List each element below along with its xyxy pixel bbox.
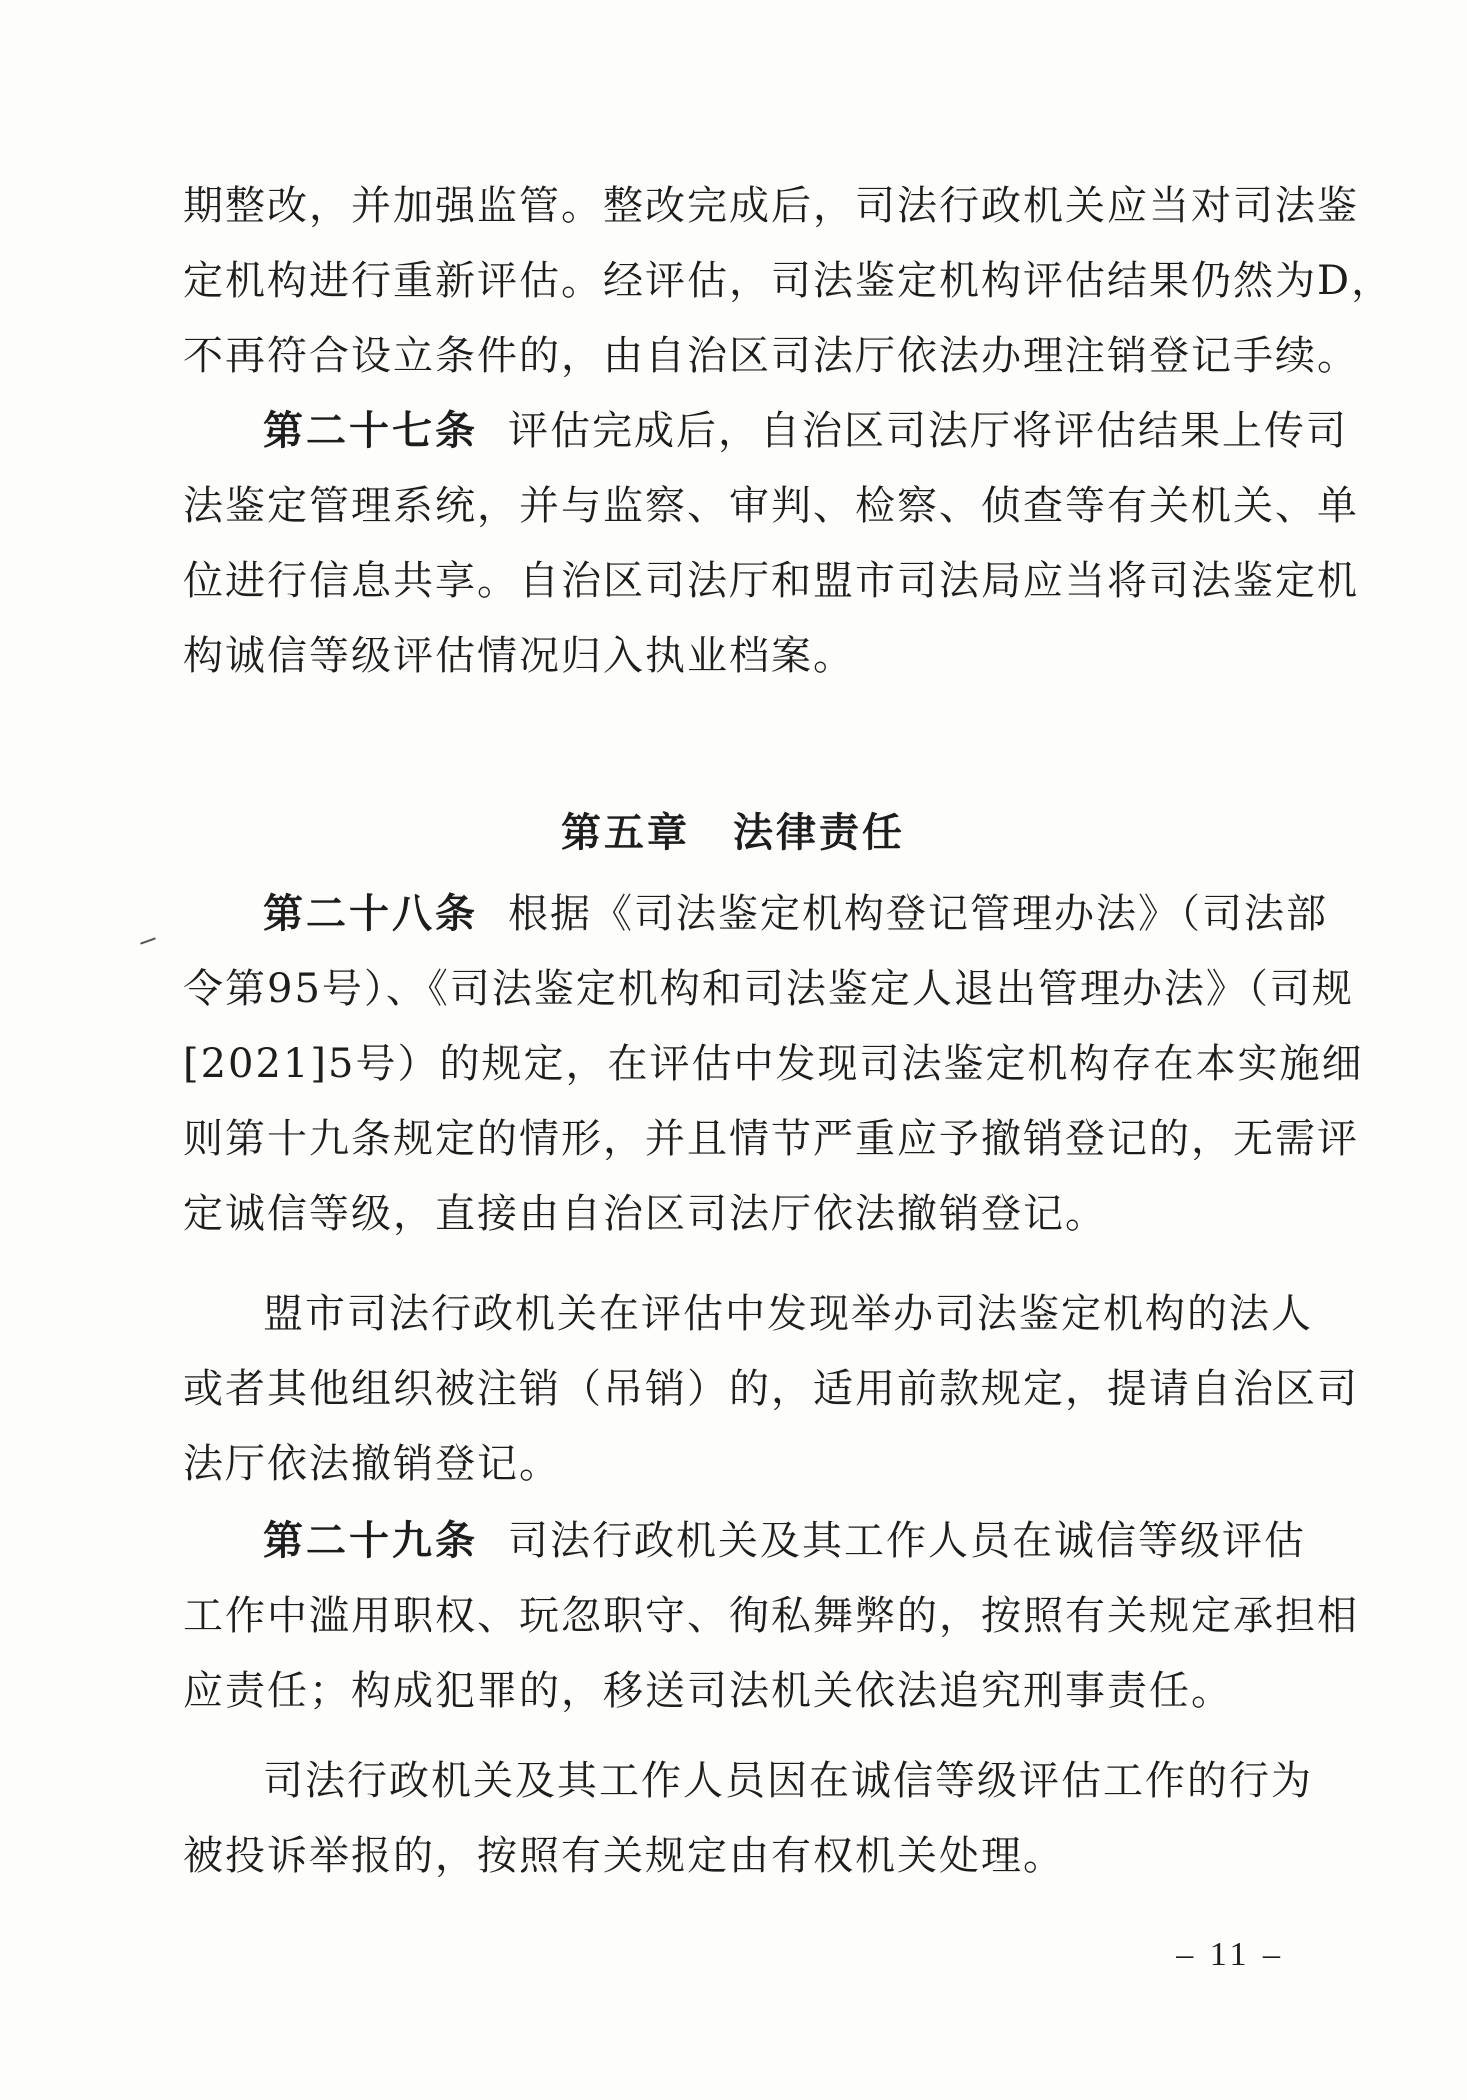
article-28-first-text: 根据《司法鉴定机构登记管理办法》（司法部 bbox=[508, 891, 1328, 937]
text-line: 构诚信等级评估情况归入执业档案。 bbox=[183, 633, 855, 679]
text-line: 期整改，并加强监管。整改完成后，司法行政机关应当对司法鉴 bbox=[183, 183, 1359, 229]
text-line: 位进行信息共享。自治区司法厅和盟市司法局应当将司法鉴定机 bbox=[183, 558, 1359, 604]
text-line: 令第95号）、《司法鉴定机构和司法鉴定人退出管理办法》（司规 bbox=[183, 966, 1354, 1012]
text-line: 工作中滥用职权、玩忽职守、徇私舞弊的，按照有关规定承担相 bbox=[183, 1593, 1359, 1639]
text-line: 司法行政机关及其工作人员因在诚信等级评估工作的行为 bbox=[263, 1758, 1313, 1804]
text-line: 盟市司法行政机关在评估中发现举办司法鉴定机构的法人 bbox=[263, 1291, 1313, 1337]
article-28-label: 第二十八条 bbox=[263, 891, 478, 937]
chapter-heading: 第五章 法律责任 bbox=[561, 810, 905, 856]
text-line: [2021]5号）的规定，在评估中发现司法鉴定机构存在本实施细 bbox=[183, 1041, 1364, 1087]
article-27-first-line bbox=[263, 403, 1348, 459]
article-29-label: 第二十九条 bbox=[263, 1518, 478, 1564]
text-line: 应责任；构成犯罪的，移送司法机关依法追究刑事责任。 bbox=[183, 1668, 1233, 1714]
stray-pen-mark bbox=[140, 937, 156, 944]
text-line: 定诚信等级，直接由自治区司法厅依法撤销登记。 bbox=[183, 1191, 1107, 1237]
text-line: 法厅依法撤销登记。 bbox=[183, 1441, 561, 1487]
page-number: – 11 – bbox=[1176, 1936, 1284, 1973]
article-29-first-line bbox=[263, 1513, 1306, 1569]
article-28-first-line bbox=[263, 886, 1328, 942]
article-27-first-text: 评估完成后，自治区司法厅将评估结果上传司 bbox=[508, 408, 1348, 454]
article-29-first-text: 司法行政机关及其工作人员在诚信等级评估 bbox=[508, 1518, 1306, 1564]
text-line: 法鉴定管理系统，并与监察、审判、检察、侦查等有关机关、单 bbox=[183, 483, 1359, 529]
text-line: 不再符合设立条件的，由自治区司法厅依法办理注销登记手续。 bbox=[183, 333, 1359, 379]
article-27-label: 第二十七条 bbox=[263, 408, 478, 454]
text-line: 或者其他组织被注销（吊销）的，适用前款规定，提请自治区司 bbox=[183, 1366, 1359, 1412]
text-line: 定机构进行重新评估。经评估，司法鉴定机构评估结果仍然为D， bbox=[183, 258, 1394, 304]
text-line: 则第十九条规定的情形，并且情节严重应予撤销登记的，无需评 bbox=[183, 1116, 1359, 1162]
text-line: 被投诉举报的，按照有关规定由有权机关处理。 bbox=[183, 1833, 1065, 1879]
